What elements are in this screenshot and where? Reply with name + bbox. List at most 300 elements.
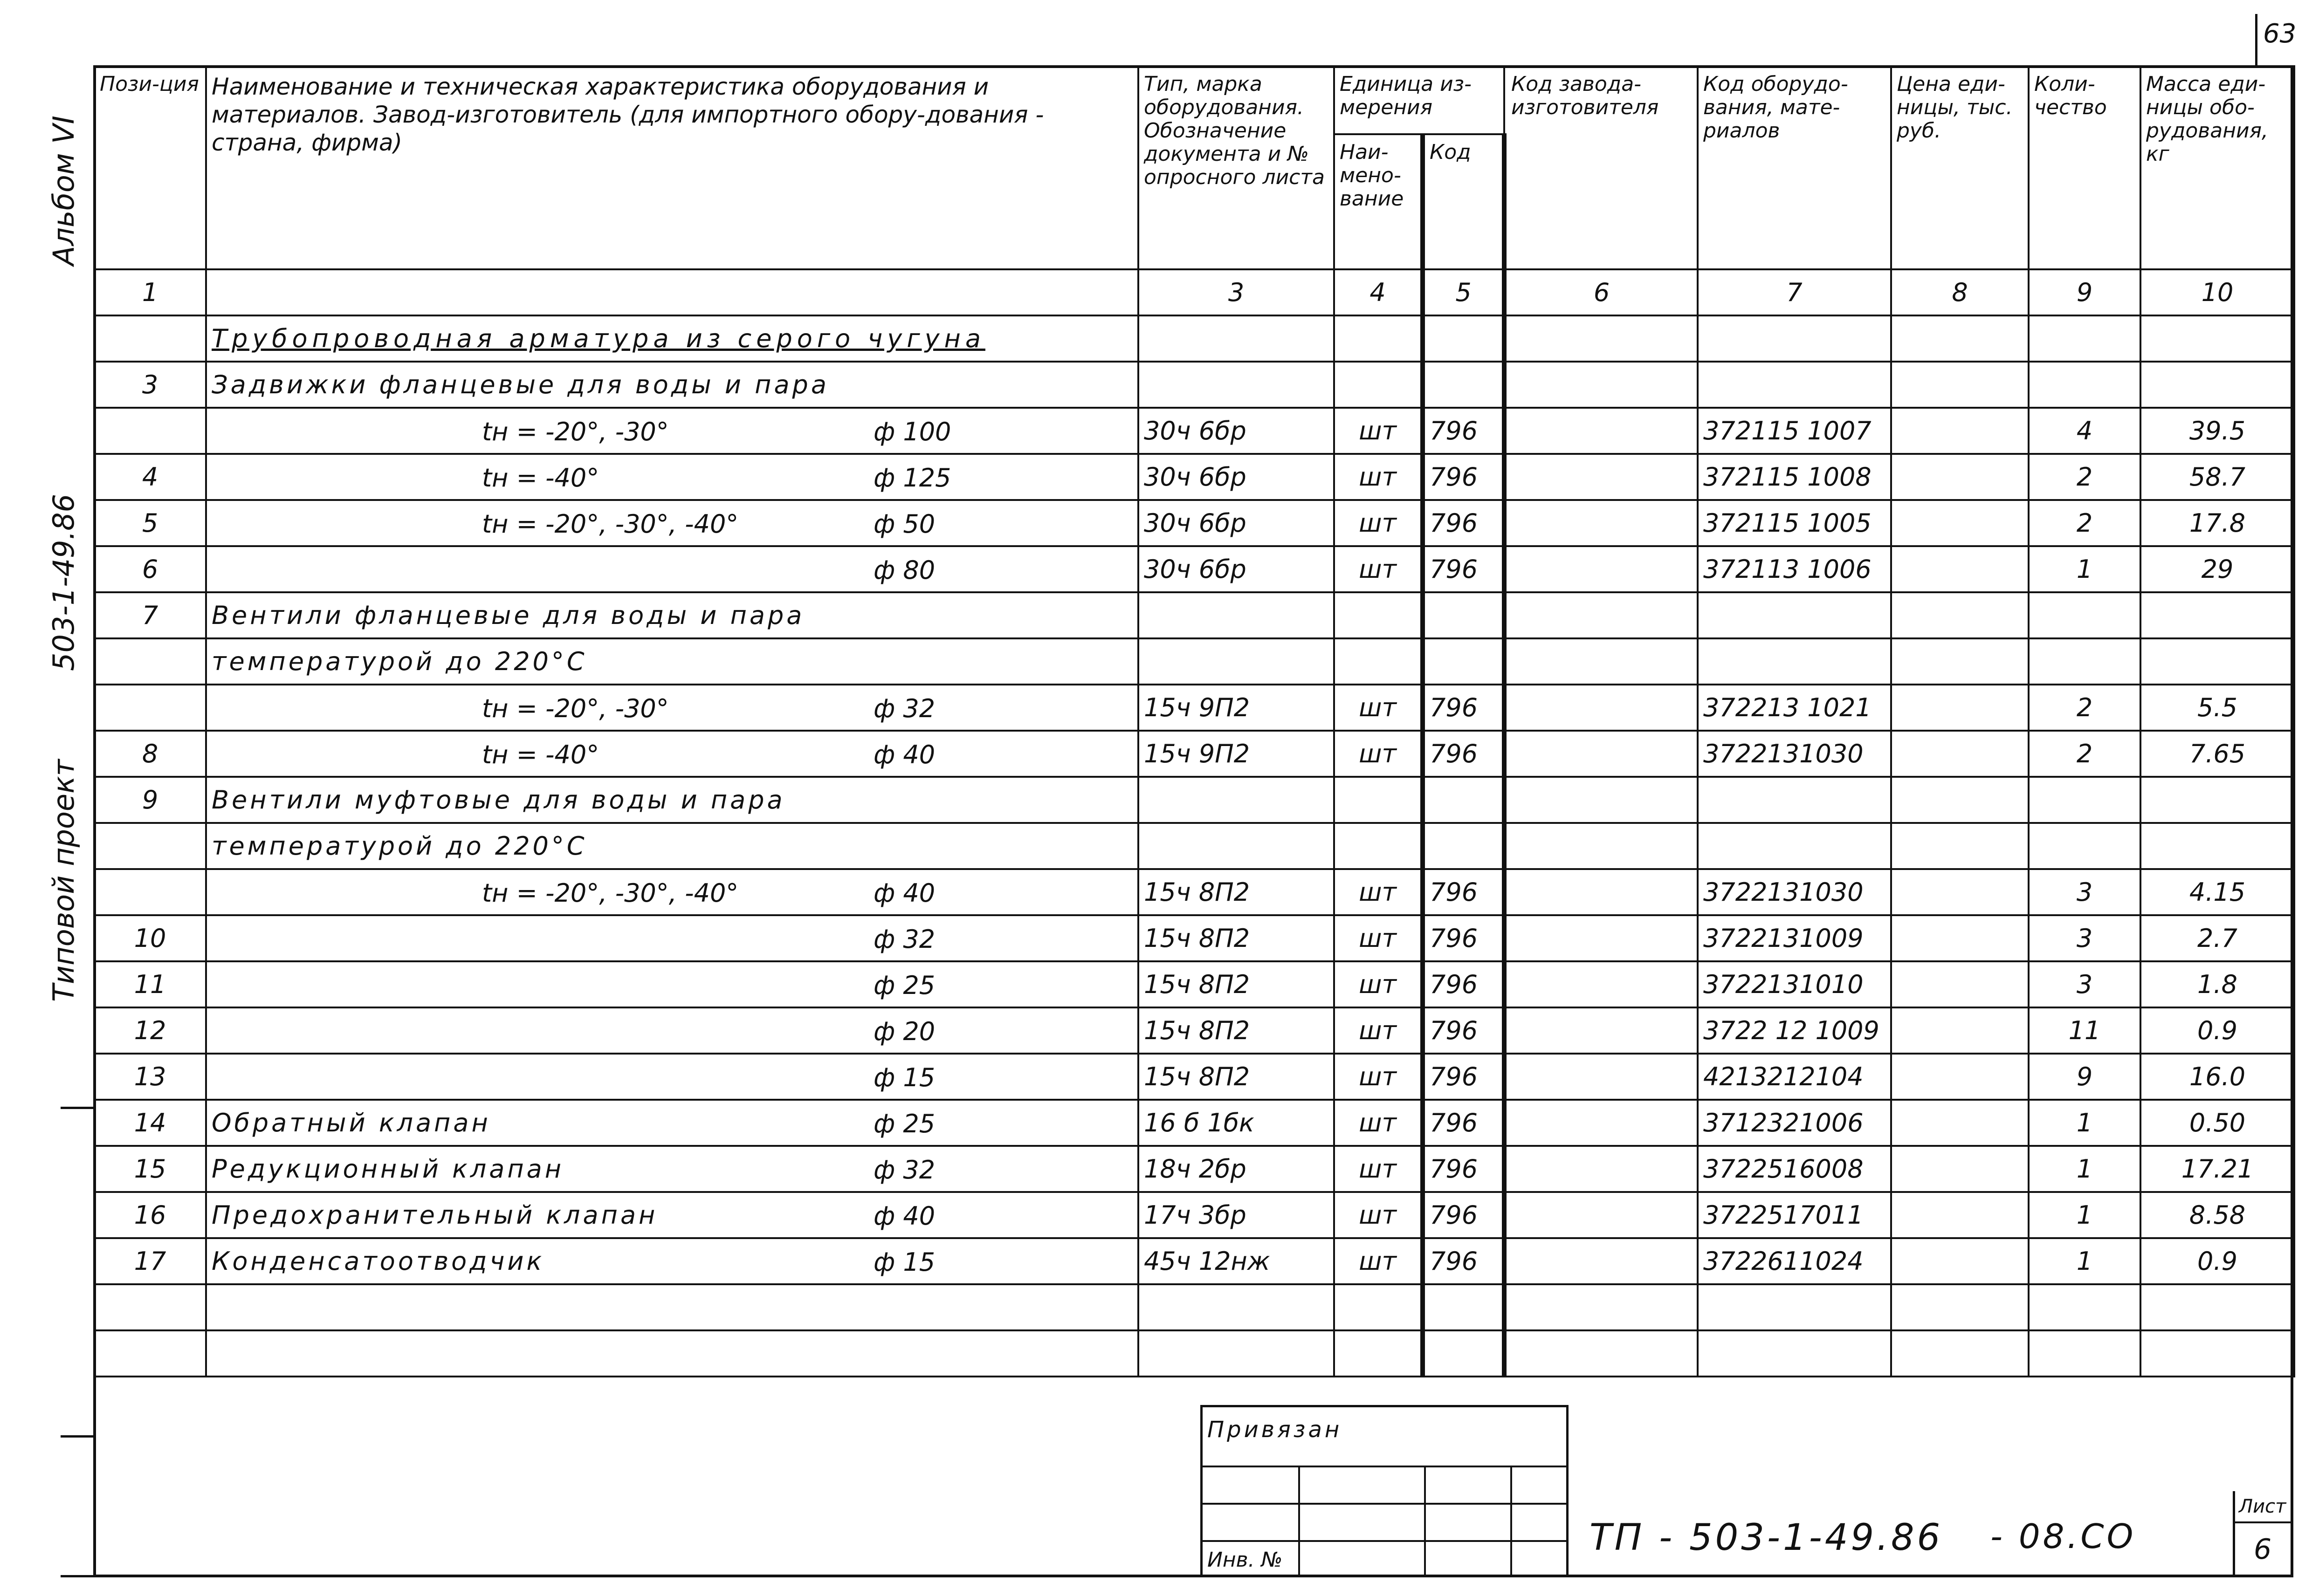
- name-cell: [206, 1100, 1138, 1146]
- name-cell: [206, 1330, 1138, 1377]
- type-cell: 15ч 9П2: [1138, 731, 1334, 777]
- type-cell: [1138, 823, 1334, 869]
- unit-code-cell: 796: [1423, 1007, 1504, 1054]
- mass-cell: 4.15: [2140, 869, 2294, 915]
- type-cell: [1138, 1284, 1334, 1330]
- unit-cell: шт: [1334, 546, 1423, 592]
- unit-code-cell: 796: [1423, 500, 1504, 546]
- equipment-code-cell: 3722 12 1009: [1698, 1007, 1891, 1054]
- name-cell: [206, 869, 1138, 915]
- mass-cell: 8.58: [2140, 1192, 2294, 1238]
- unit-cell: шт: [1334, 1238, 1423, 1284]
- quantity-cell: 2: [2029, 454, 2140, 500]
- page-number: 63: [2263, 19, 2297, 49]
- equipment-code-cell: [1698, 638, 1891, 685]
- unit-cell: шт: [1334, 961, 1423, 1007]
- quantity-cell: 3: [2029, 961, 2140, 1007]
- sheet-label: Лист: [2239, 1496, 2286, 1517]
- position-cell: [94, 823, 206, 869]
- unit-code-cell: 796: [1423, 1054, 1504, 1100]
- header-unit-name: Наи-мено-вание: [1334, 134, 1423, 269]
- diameter-spec: ф 50: [874, 509, 936, 539]
- item-name: температурой до 220°С: [212, 647, 587, 676]
- table-row: [94, 685, 2294, 731]
- equipment-code-cell: 372115 1008: [1698, 454, 1891, 500]
- equipment-code-cell: [1698, 777, 1891, 823]
- quantity-cell: [2029, 777, 2140, 823]
- unit-code-cell: 796: [1423, 869, 1504, 915]
- diameter-spec: ф 80: [874, 555, 936, 585]
- type-cell: 45ч 12нж: [1138, 1238, 1334, 1284]
- unit-code-cell: [1423, 777, 1504, 823]
- project-number: 503-1-49.86: [47, 493, 81, 671]
- equipment-code-cell: 372115 1007: [1698, 408, 1891, 454]
- mass-cell: [2140, 777, 2294, 823]
- position-cell: [94, 408, 206, 454]
- mass-cell: [2140, 638, 2294, 685]
- name-cell: [206, 685, 1138, 731]
- name-cell: [206, 1284, 1138, 1330]
- margin-tick: [61, 1435, 96, 1438]
- type-cell: [1138, 592, 1334, 638]
- name-cell: [206, 823, 1138, 869]
- table-row: [94, 454, 2294, 500]
- position-cell: [94, 1330, 206, 1377]
- quantity-cell: 3: [2029, 869, 2140, 915]
- column-number: 1: [94, 269, 206, 315]
- unit-code-cell: [1423, 823, 1504, 869]
- plant-code-cell: [1504, 454, 1698, 500]
- table-row: [94, 823, 2294, 869]
- plant-code-cell: [1504, 1007, 1698, 1054]
- price-cell: [1891, 408, 2029, 454]
- unit-code-cell: 796: [1423, 961, 1504, 1007]
- position-cell: 4: [94, 454, 206, 500]
- unit-code-cell: [1423, 592, 1504, 638]
- stamp-line: [1424, 1466, 1426, 1577]
- table-row: [94, 1054, 2294, 1100]
- unit-cell: шт: [1334, 408, 1423, 454]
- plant-code-cell: [1504, 961, 1698, 1007]
- item-name: Предохранительный клапан: [212, 1200, 658, 1230]
- plant-code-cell: [1504, 1054, 1698, 1100]
- name-cell: [206, 546, 1138, 592]
- type-cell: 17ч 3бр: [1138, 1192, 1334, 1238]
- unit-cell: шт: [1334, 915, 1423, 961]
- unit-code-cell: [1423, 1284, 1504, 1330]
- header-unit-code: Код: [1423, 134, 1504, 269]
- mass-cell: 0.50: [2140, 1100, 2294, 1146]
- unit-cell: шт: [1334, 500, 1423, 546]
- column-number: 3: [1138, 269, 1334, 315]
- diameter-spec: ф 15: [874, 1063, 936, 1092]
- mass-cell: [2140, 1284, 2294, 1330]
- plant-code-cell: [1504, 777, 1698, 823]
- type-cell: 15ч 8П2: [1138, 915, 1334, 961]
- table-row: [94, 777, 2294, 823]
- price-cell: [1891, 1100, 2029, 1146]
- name-cell: [206, 638, 1138, 685]
- mass-cell: 0.9: [2140, 1238, 2294, 1284]
- position-cell: [94, 869, 206, 915]
- position-cell: 5: [94, 500, 206, 546]
- equipment-code-cell: 372113 1006: [1698, 546, 1891, 592]
- column-number: 7: [1698, 269, 1891, 315]
- equipment-code-cell: 3722131030: [1698, 731, 1891, 777]
- unit-cell: шт: [1334, 1146, 1423, 1192]
- table-row: [94, 1146, 2294, 1192]
- item-name: температурой до 220°С: [212, 831, 587, 861]
- price-cell: [1891, 454, 2029, 500]
- plant-code-cell: [1504, 638, 1698, 685]
- column-number: 6: [1504, 269, 1698, 315]
- header-plant-code: Код завода-изготовителя: [1504, 66, 1698, 269]
- table-row: [94, 1007, 2294, 1054]
- type-cell: 30ч 6бр: [1138, 408, 1334, 454]
- table-row: [94, 1284, 2294, 1330]
- plant-code-cell: [1504, 1100, 1698, 1146]
- name-cell: [206, 915, 1138, 961]
- header-equipment-code: Код оборудо-вания, мате-риалов: [1698, 66, 1891, 269]
- position-cell: [94, 1284, 206, 1330]
- header-unit: Единица из-мерения: [1334, 66, 1504, 134]
- unit-cell: шт: [1334, 1007, 1423, 1054]
- sheet-divider: [2235, 1521, 2293, 1523]
- sheet-number: 6: [2254, 1533, 2272, 1566]
- table-row: [94, 731, 2294, 777]
- diameter-spec: ф 15: [874, 1247, 936, 1277]
- unit-cell: шт: [1334, 1192, 1423, 1238]
- unit-code-cell: 796: [1423, 454, 1504, 500]
- diameter-spec: ф 25: [874, 1109, 936, 1138]
- page-number-divider: [2255, 14, 2257, 65]
- plant-code-cell: [1504, 1330, 1698, 1377]
- type-cell: [1138, 777, 1334, 823]
- quantity-cell: 3: [2029, 915, 2140, 961]
- section-row: [94, 315, 2294, 362]
- mass-cell: [2140, 823, 2294, 869]
- unit-cell: [1334, 362, 1423, 408]
- equipment-code-cell: 3712321006: [1698, 1100, 1891, 1146]
- position-cell: 15: [94, 1146, 206, 1192]
- unit-code-cell: 796: [1423, 1100, 1504, 1146]
- price-cell: [1891, 1007, 2029, 1054]
- equipment-code-cell: 3722611024: [1698, 1238, 1891, 1284]
- sheet-box: [2233, 1491, 2293, 1577]
- quantity-cell: [2029, 1284, 2140, 1330]
- mass-cell: [2140, 362, 2294, 408]
- plant-code-cell: [1504, 731, 1698, 777]
- quantity-cell: 1: [2029, 1146, 2140, 1192]
- temperature-spec: tн = -20°, -30°, -40°: [482, 509, 739, 539]
- table-row: [94, 869, 2294, 915]
- column-number: 8: [1891, 269, 2029, 315]
- quantity-cell: [2029, 823, 2140, 869]
- price-cell: [1891, 823, 2029, 869]
- equipment-code-cell: 3722516008: [1698, 1146, 1891, 1192]
- name-cell: [206, 1146, 1138, 1192]
- type-cell: 30ч 6бр: [1138, 454, 1334, 500]
- mass-cell: 29: [2140, 546, 2294, 592]
- table-row: [94, 961, 2294, 1007]
- item-name: Вентили муфтовые для воды и пара: [212, 785, 785, 815]
- equipment-code-cell: 3722131010: [1698, 961, 1891, 1007]
- table-row: [94, 1100, 2294, 1146]
- equipment-code-cell: [1698, 362, 1891, 408]
- plant-code-cell: [1504, 362, 1698, 408]
- plant-code-cell: [1504, 546, 1698, 592]
- unit-cell: шт: [1334, 731, 1423, 777]
- diameter-spec: ф 100: [874, 417, 951, 446]
- temperature-spec: tн = -20°, -30°: [482, 417, 669, 446]
- type-cell: 30ч 6бр: [1138, 500, 1334, 546]
- unit-code-cell: [1423, 362, 1504, 408]
- price-cell: [1891, 362, 2029, 408]
- unit-code-cell: 796: [1423, 915, 1504, 961]
- position-cell: 7: [94, 592, 206, 638]
- unit-cell: шт: [1334, 1100, 1423, 1146]
- price-cell: [1891, 1238, 2029, 1284]
- plant-code-cell: [1504, 869, 1698, 915]
- price-cell: [1891, 1192, 2029, 1238]
- unit-cell: шт: [1334, 1054, 1423, 1100]
- unit-code-cell: 796: [1423, 685, 1504, 731]
- quantity-cell: 9: [2029, 1054, 2140, 1100]
- position-cell: 6: [94, 546, 206, 592]
- mass-cell: 2.7: [2140, 915, 2294, 961]
- position-cell: 8: [94, 731, 206, 777]
- price-cell: [1891, 869, 2029, 915]
- quantity-cell: 2: [2029, 500, 2140, 546]
- plant-code-cell: [1504, 592, 1698, 638]
- item-name: Редукционный клапан: [212, 1154, 564, 1184]
- type-cell: 15ч 8П2: [1138, 961, 1334, 1007]
- unit-cell: шт: [1334, 869, 1423, 915]
- quantity-cell: 4: [2029, 408, 2140, 454]
- position-cell: 9: [94, 777, 206, 823]
- stamp-line: [1510, 1466, 1512, 1577]
- name-cell: [206, 362, 1138, 408]
- table-row: [94, 1192, 2294, 1238]
- table-row: [94, 638, 2294, 685]
- quantity-cell: 2: [2029, 731, 2140, 777]
- attachment-stamp: [1200, 1405, 1569, 1577]
- price-cell: [1891, 500, 2029, 546]
- type-cell: 16 б 1бк: [1138, 1100, 1334, 1146]
- name-cell: [206, 1192, 1138, 1238]
- document-code: ТП - 503-1-49.86: [1590, 1517, 1943, 1559]
- name-cell: [206, 777, 1138, 823]
- position-cell: [94, 685, 206, 731]
- document-suffix: - 08.СО: [1990, 1517, 2136, 1556]
- margin-tick: [61, 1575, 96, 1577]
- unit-code-cell: 796: [1423, 408, 1504, 454]
- quantity-cell: [2029, 1330, 2140, 1377]
- mass-cell: 0.9: [2140, 1007, 2294, 1054]
- position-cell: [94, 638, 206, 685]
- equipment-code-cell: [1698, 1330, 1891, 1377]
- mass-cell: 17.8: [2140, 500, 2294, 546]
- header-mass: Масса еди-ницы обо-рудования, кг: [2140, 66, 2294, 269]
- unit-cell: шт: [1334, 685, 1423, 731]
- name-cell: [206, 1007, 1138, 1054]
- diameter-spec: ф 32: [874, 694, 936, 723]
- unit-cell: [1334, 592, 1423, 638]
- position-cell: 11: [94, 961, 206, 1007]
- position-cell: 12: [94, 1007, 206, 1054]
- position-cell: 3: [94, 362, 206, 408]
- name-cell: [206, 1054, 1138, 1100]
- quantity-cell: 1: [2029, 1238, 2140, 1284]
- diameter-spec: ф 32: [874, 1155, 936, 1185]
- diameter-spec: ф 40: [874, 878, 936, 908]
- unit-cell: [1334, 1330, 1423, 1377]
- position-cell: 14: [94, 1100, 206, 1146]
- stamp-line: [1298, 1466, 1300, 1577]
- position-cell: 10: [94, 915, 206, 961]
- mass-cell: 7.65: [2140, 731, 2294, 777]
- unit-code-cell: [1423, 638, 1504, 685]
- position-cell: 13: [94, 1054, 206, 1100]
- plant-code-cell: [1504, 1284, 1698, 1330]
- type-cell: 15ч 8П2: [1138, 1007, 1334, 1054]
- column-number: 9: [2029, 269, 2140, 315]
- temperature-spec: tн = -40°: [482, 740, 599, 769]
- name-cell: [206, 592, 1138, 638]
- project-label: Типовой проект: [47, 759, 81, 1002]
- item-name: Обратный клапан: [212, 1108, 491, 1137]
- diameter-spec: ф 32: [874, 925, 936, 954]
- price-cell: [1891, 961, 2029, 1007]
- mass-cell: [2140, 1330, 2294, 1377]
- diameter-spec: ф 125: [874, 463, 951, 493]
- table-row: [94, 915, 2294, 961]
- temperature-spec: tн = -40°: [482, 463, 599, 493]
- equipment-code-cell: [1698, 1284, 1891, 1330]
- mass-cell: 1.8: [2140, 961, 2294, 1007]
- unit-code-cell: 796: [1423, 1146, 1504, 1192]
- diameter-spec: ф 40: [874, 740, 936, 769]
- plant-code-cell: [1504, 500, 1698, 546]
- price-cell: [1891, 1146, 2029, 1192]
- temperature-spec: tн = -20°, -30°, -40°: [482, 878, 739, 908]
- equipment-code-cell: 3722517011: [1698, 1192, 1891, 1238]
- price-cell: [1891, 592, 2029, 638]
- mass-cell: 17.21: [2140, 1146, 2294, 1192]
- mass-cell: [2140, 592, 2294, 638]
- item-name: Задвижки фланцевые для воды и пара: [212, 370, 829, 399]
- equipment-code-cell: 372115 1005: [1698, 500, 1891, 546]
- name-cell: [206, 1238, 1138, 1284]
- column-number: 10: [2140, 269, 2294, 315]
- table-row: [94, 592, 2294, 638]
- price-cell: [1891, 731, 2029, 777]
- section-title: Трубопроводная арматура из серого чугуна: [206, 315, 1138, 362]
- header-name: Наименование и техническая характеристика оборудования и материалов. Завод-изготовитель (для импортного обору-дования - страна, фирма): [206, 66, 1138, 269]
- quantity-cell: 1: [2029, 1192, 2140, 1238]
- price-cell: [1891, 777, 2029, 823]
- quantity-cell: [2029, 362, 2140, 408]
- item-name: Конденсатоотводчик: [212, 1247, 545, 1276]
- price-cell: [1891, 1054, 2029, 1100]
- quantity-cell: 11: [2029, 1007, 2140, 1054]
- equipment-code-cell: 372213 1021: [1698, 685, 1891, 731]
- plant-code-cell: [1504, 915, 1698, 961]
- price-cell: [1891, 685, 2029, 731]
- plant-code-cell: [1504, 685, 1698, 731]
- name-cell: [206, 500, 1138, 546]
- price-cell: [1891, 546, 2029, 592]
- diameter-spec: ф 40: [874, 1201, 936, 1231]
- table-row: [94, 362, 2294, 408]
- price-cell: [1891, 1330, 2029, 1377]
- equipment-code-cell: [1698, 823, 1891, 869]
- plant-code-cell: [1504, 1192, 1698, 1238]
- unit-code-cell: [1423, 1330, 1504, 1377]
- unit-code-cell: 796: [1423, 1192, 1504, 1238]
- unit-code-cell: 796: [1423, 546, 1504, 592]
- plant-code-cell: [1504, 1238, 1698, 1284]
- inventory-label: Инв. №: [1207, 1548, 1283, 1572]
- diameter-spec: ф 20: [874, 1017, 936, 1046]
- mass-cell: 58.7: [2140, 454, 2294, 500]
- margin-tick: [61, 1107, 96, 1109]
- column-number: [206, 269, 1138, 315]
- position-cell: 17: [94, 1238, 206, 1284]
- header-position: Пози-ция: [94, 66, 206, 269]
- equipment-code-cell: 3722131030: [1698, 869, 1891, 915]
- item-name: Вентили фланцевые для воды и пара: [212, 601, 805, 630]
- table-row: [94, 408, 2294, 454]
- equipment-code-cell: 4213212104: [1698, 1054, 1891, 1100]
- table-row: [94, 546, 2294, 592]
- type-cell: [1138, 362, 1334, 408]
- price-cell: [1891, 1284, 2029, 1330]
- header-price: Цена еди-ницы, тыс. руб.: [1891, 66, 2029, 269]
- unit-cell: [1334, 823, 1423, 869]
- quantity-cell: 1: [2029, 1100, 2140, 1146]
- equipment-code-cell: [1698, 592, 1891, 638]
- unit-cell: шт: [1334, 454, 1423, 500]
- name-cell: [206, 961, 1138, 1007]
- type-cell: 15ч 8П2: [1138, 1054, 1334, 1100]
- unit-cell: [1334, 638, 1423, 685]
- position-cell: 16: [94, 1192, 206, 1238]
- plant-code-cell: [1504, 408, 1698, 454]
- type-cell: 30ч 6бр: [1138, 546, 1334, 592]
- column-number-row: [94, 269, 2294, 315]
- header-quantity: Коли-чество: [2029, 66, 2140, 269]
- unit-cell: [1334, 1284, 1423, 1330]
- plant-code-cell: [1504, 1146, 1698, 1192]
- specification-table: [93, 65, 2295, 1377]
- unit-code-cell: 796: [1423, 731, 1504, 777]
- type-cell: [1138, 638, 1334, 685]
- mass-cell: 16.0: [2140, 1054, 2294, 1100]
- quantity-cell: [2029, 638, 2140, 685]
- quantity-cell: 1: [2029, 546, 2140, 592]
- unit-cell: [1334, 777, 1423, 823]
- table-row: [94, 1330, 2294, 1377]
- header-row: [94, 66, 2294, 134]
- type-cell: 18ч 2бр: [1138, 1146, 1334, 1192]
- album-label: Альбом VI: [47, 116, 81, 266]
- quantity-cell: 2: [2029, 685, 2140, 731]
- unit-code-cell: 796: [1423, 1238, 1504, 1284]
- mass-cell: 39.5: [2140, 408, 2294, 454]
- plant-code-cell: [1504, 823, 1698, 869]
- type-cell: 15ч 8П2: [1138, 869, 1334, 915]
